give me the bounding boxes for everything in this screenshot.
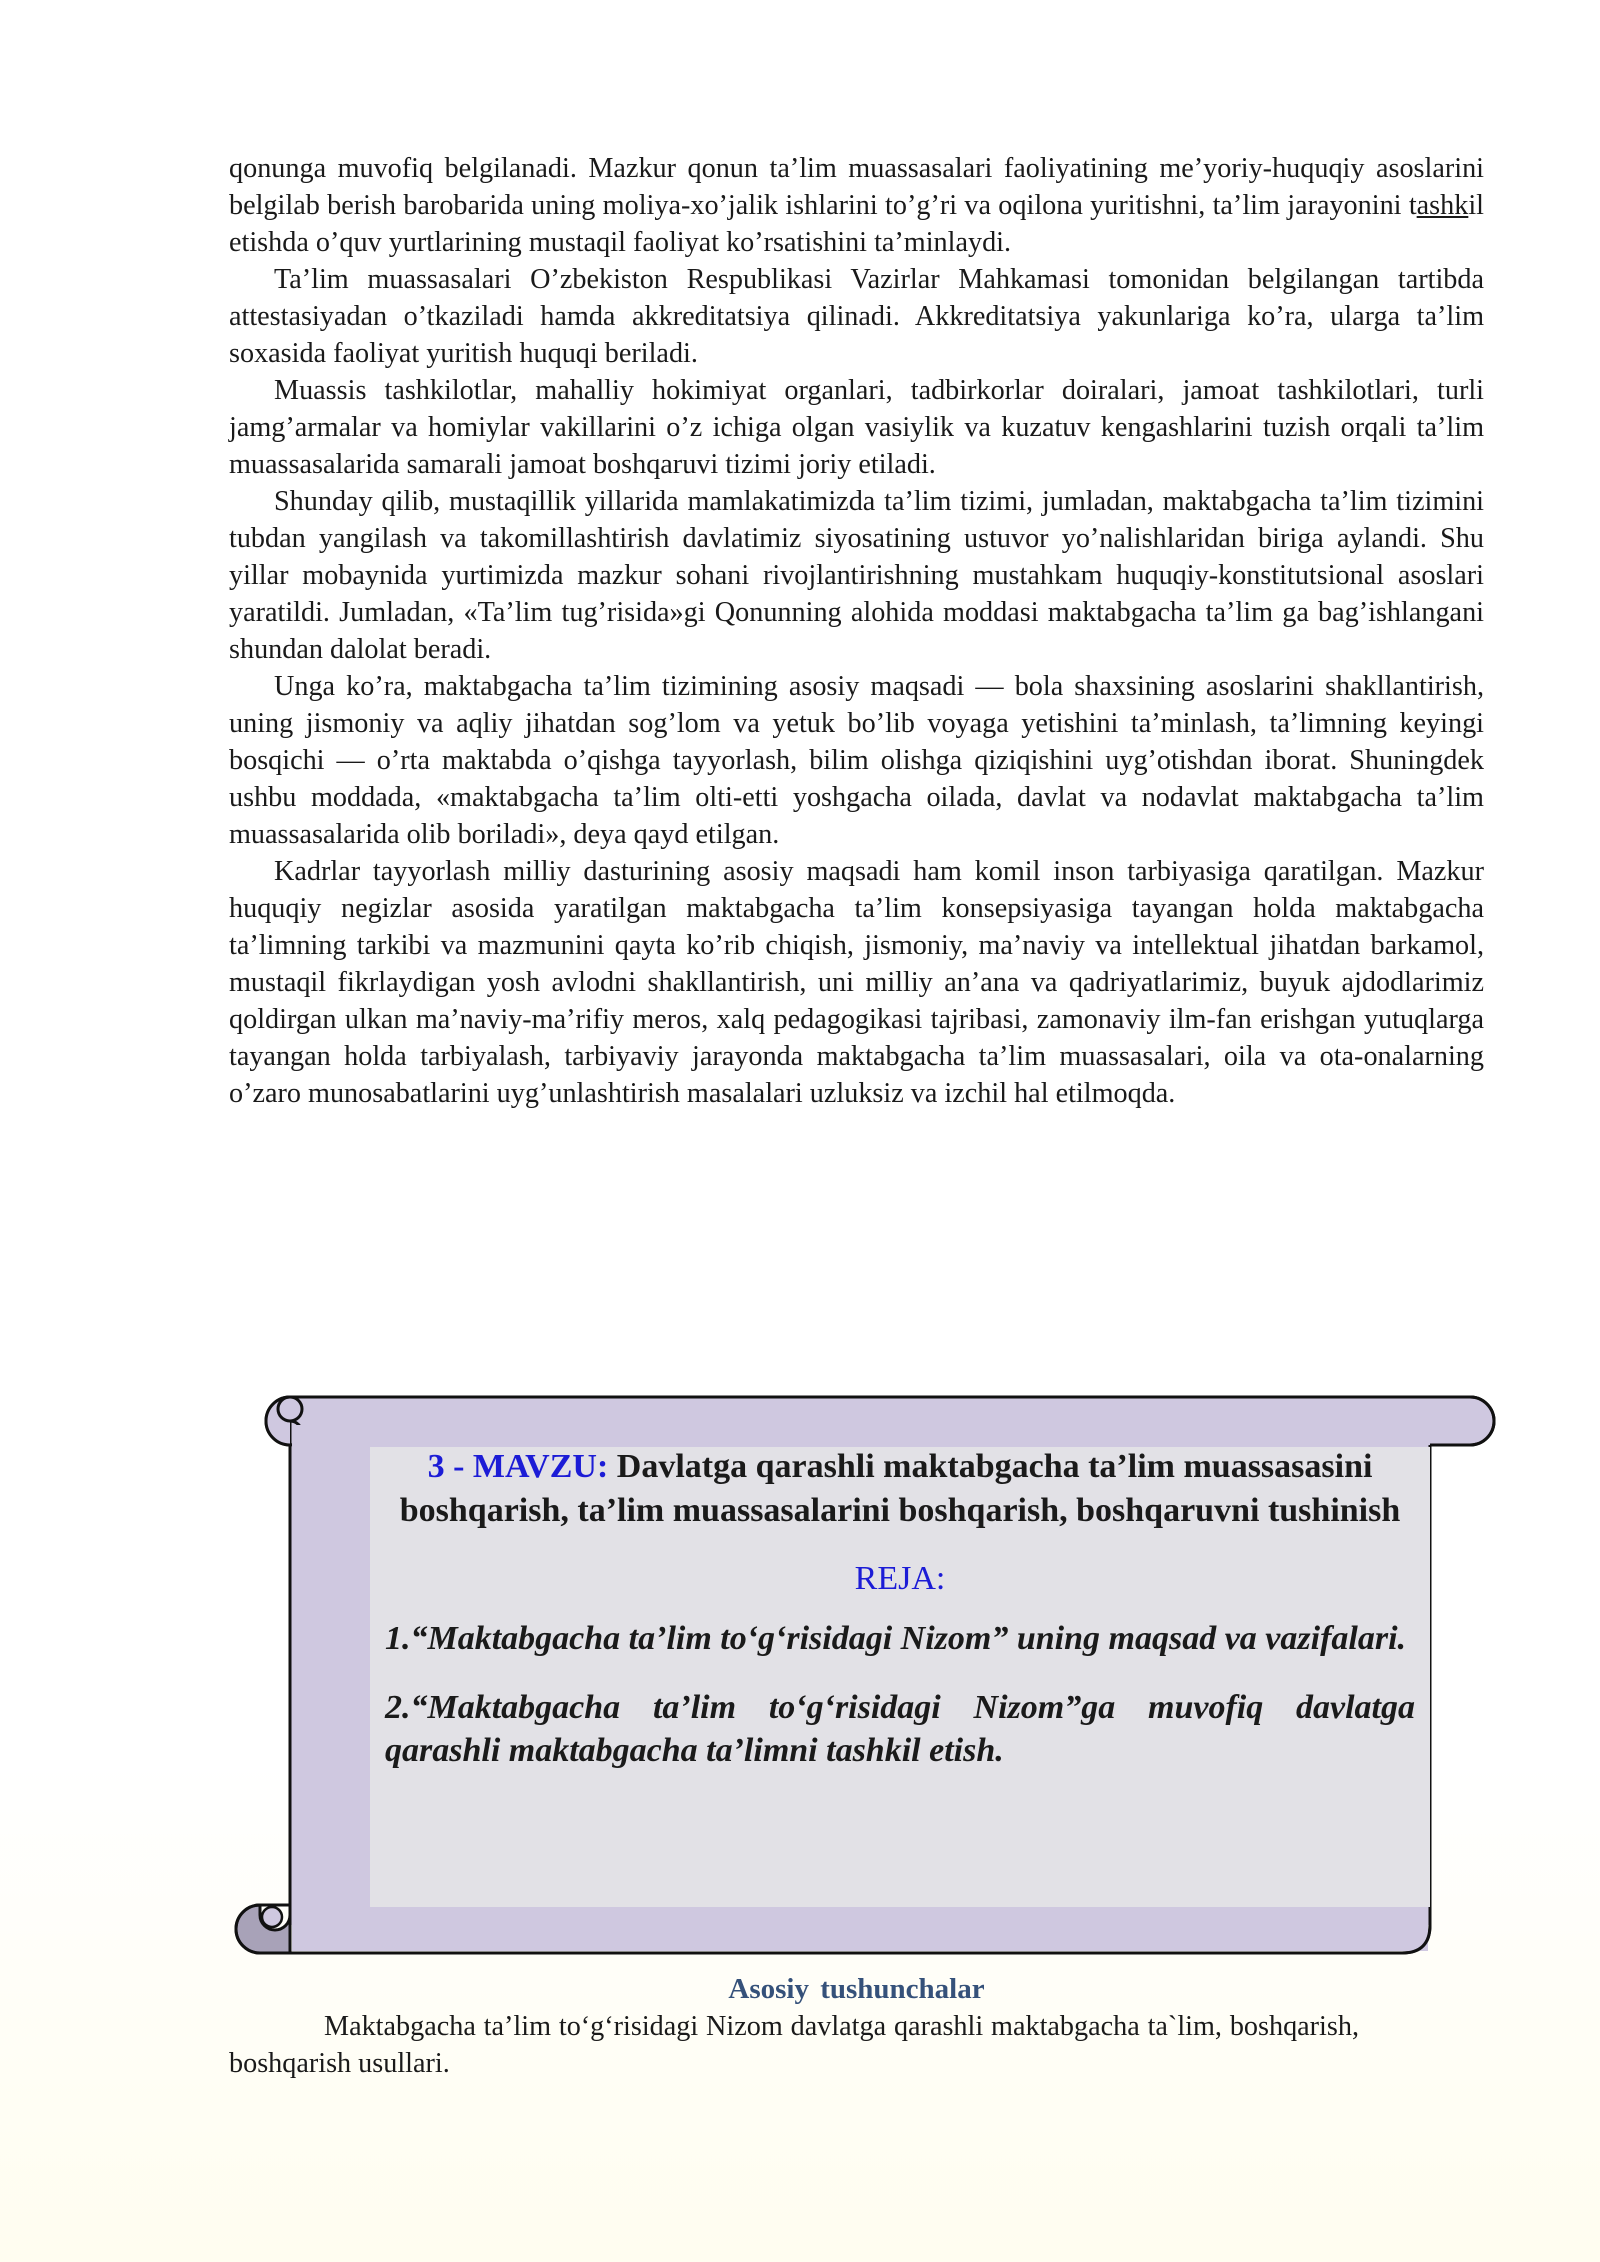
topic-label: 3 - MAVZU:	[427, 1448, 609, 1485]
topic-title	[385, 1445, 1415, 1533]
underlined-fragment: ashk	[1416, 190, 1469, 221]
concepts-heading: Asosiy tushunchalar	[728, 1973, 985, 2005]
scroll-content	[385, 1445, 1415, 1798]
plan-item-1: 1.“Maktabgacha ta’lim to‘g‘risidagi Nizom” uning maqsad va vazifalari.	[385, 1620, 1407, 1657]
body-text	[229, 150, 1484, 1112]
paragraph-3: Muassis tashkilotlar, mahalliy hokimiyat organlari, tadbirkorlar doiralari, jamoat tashkilotlari, turli jamg’armalar va homiylar vakillarini o’z ichiga olgan vasiylik va kuzatuv kengashlarini tuzish orqali ta’lim muassasalarida samarali jamoat boshqaruvi tizimi joriy etiladi.	[229, 375, 1484, 480]
paragraph-5: Unga ko’ra, maktabgacha ta’lim tizimining asosiy maqsadi — bola shaxsining asoslarini shakllantirish, uning jismoniy va aqliy jihatdan sog’lom va yetuk bo’lib voyaga yetishini ta’minlash, ta’limning keyingi bosqichi — o’rta maktabda o’qishga tayyorlash, bilim olishga qiziqishini uyg’otishdan iborat. Shuningdek ushbu moddada, «maktabgacha ta’lim olti-etti yoshgacha oilada, davlat va nodavlat maktabgacha ta’lim muassasalarida olib boriladi», deya qayd etilgan.	[229, 671, 1484, 850]
concepts-text: Maktabgacha ta’lim to‘g‘risidagi Nizom davlatga qarashli maktabgacha ta`lim, boshqarish, boshqarish usullari.	[229, 2011, 1359, 2079]
paragraph-1-text-end: il etishda o’quv yurtlarining mustaqil faoliyat ko’rsatishini ta’minlaydi.	[229, 190, 1484, 258]
topic-scroll-banner	[230, 1385, 1510, 1970]
paragraph-6: Kadrlar tayyorlash milliy dasturining asosiy maqsadi ham komil inson tarbiyasiga qaratilgan. Mazkur huquqiy negizlar asosida yaratilgan maktabgacha ta’lim konsepsiyasiga tayangan holda maktabgacha ta’limning tarkibi va mazmunini qayta ko’rib chiqish, jismoniy, ma’naviy va intellektual jihatdan barkamol, mustaqil fikrlaydigan yosh avlodni shakllantirish, uni milliy an’ana va qadriyatlarimiz, buyuk ajdodlarimiz qoldirgan ulkan ma’naviy-ma’rifiy meros, xalq pedagogikasi tajribasi, zamonaviy ilm-fan erishgan yutuqlarga tayangan holda tarbiyalash, tarbiyaviy jarayonda maktabgacha ta’lim muassasalari, oila va ota-onalarning o’zaro munosabatlarini uyg’unlashtirish masalalari uzluksiz va izchil hal etilmoqda.	[229, 856, 1484, 1109]
paragraph-4: Shunday qilib, mustaqillik yillarida mamlakatimizda ta’lim tizimi, jumladan, maktabgacha ta’lim tizimini tubdan yangilash va takomillashtirish davlatimiz siyosatining ustuvor yo’nalishlaridan biriga aylandi. Shu yillar mobaynida yurtimizda mazkur sohani rivojlantirishning mustahkam huquqiy-konstitutsional asoslari yaratildi. Jumladan, «Ta’lim tug’risida»gi Qonunning alohida moddasi maktabgacha ta’lim ga bag’ishlangani shundan dalolat beradi.	[229, 486, 1484, 665]
plan-heading: REJA:	[854, 1560, 946, 1597]
paragraph-1	[229, 150, 1484, 261]
paragraph-2: Ta’lim muassasalari O’zbekiston Respublikasi Vazirlar Mahkamasi tomonidan belgilangan tartibda attestasiyadan o’tkaziladi hamda akkreditatsiya qilinadi. Akkreditatsiya yakunlariga ko’ra, ularga ta’lim soxasida faoliyat yuritish huquqi beriladi.	[229, 264, 1484, 369]
plan-item-2: 2.“Maktabgacha ta’lim to‘g‘risidagi Nizom”ga muvofiq davlatga qarashli maktabgacha ta’limni tashkil etish.	[385, 1689, 1415, 1769]
topic-title-text: Davlatga qarashli maktabgacha ta’lim muassasasini boshqarish, ta’lim muassasalarini boshqarish, boshqaruvni tushinish	[399, 1448, 1401, 1529]
paragraph-1-text-start: qonunga muvofiq belgilanadi. Mazkur qonun ta’lim muassasalari faoliyatining me’yoriy-huquqiy asoslarini belgilab berish barobarida uning moliya-xo’jalik ishlarini to’g’ri va oqilona yuritishni, ta’lim jarayonini t	[229, 153, 1484, 221]
